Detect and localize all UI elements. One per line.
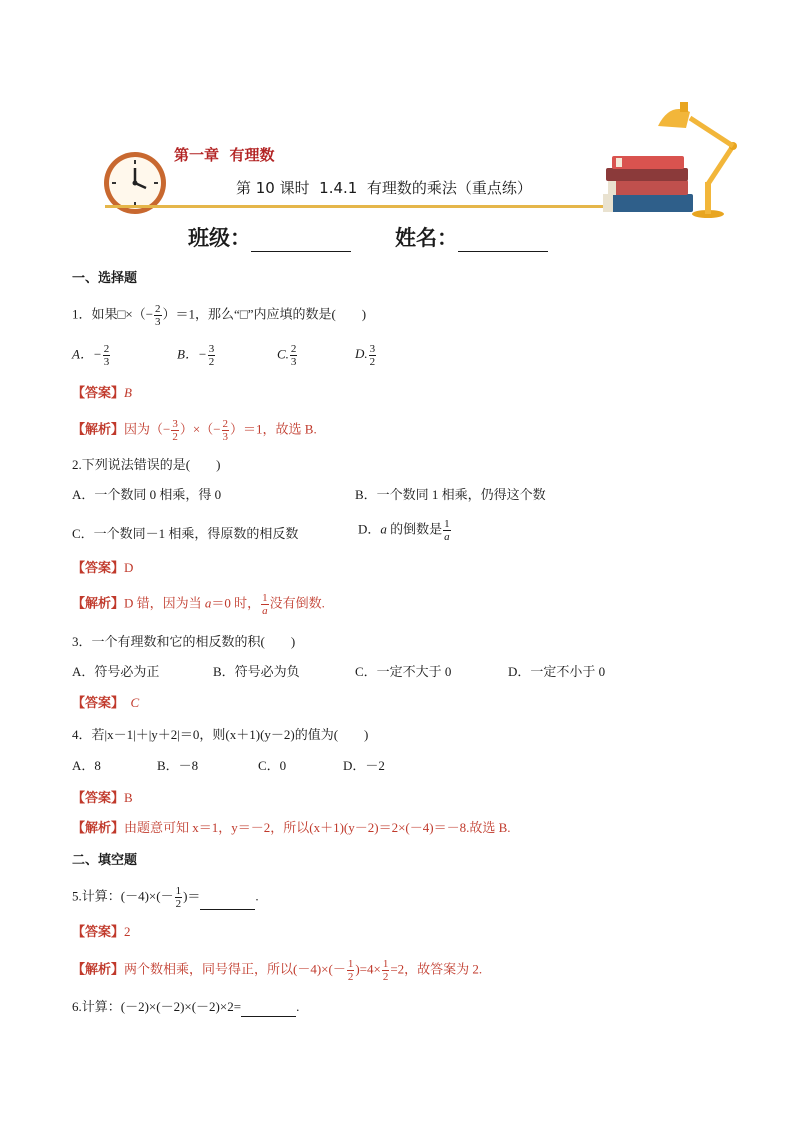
q4-answer: 【答案】B: [72, 790, 133, 805]
q1-stem: 1．如果□×（− $\frac{2}{3}$ ）＝1，那么“□”内应填的数是( ): [72, 303, 367, 328]
q1-options: [72, 343, 377, 368]
q2-option-b[interactable]: B．一个数同 1 相乘，仍得这个数: [355, 487, 546, 502]
q3-option-a[interactable]: A．符号必为正: [72, 664, 160, 679]
q3-option-c[interactable]: C．一定不大于 0: [355, 664, 452, 679]
q2-stem: 2.下列说法错误的是( ): [72, 457, 221, 472]
q4-stem: 4．若|x－1|＋|y＋2|＝0，则(x＋1)(y－2)的值为( ): [72, 727, 369, 742]
header-divider: [105, 205, 610, 208]
q4-option-c[interactable]: C．0: [258, 758, 287, 773]
q1-option-d[interactable]: D. $\frac{3}{2}$: [355, 343, 376, 368]
q1-answer: 【答案】B: [72, 385, 132, 400]
books-lamp-illustration: [598, 98, 743, 220]
q4-option-d[interactable]: D．－2: [343, 758, 385, 773]
name-field: [395, 222, 548, 252]
q1-option-c[interactable]: C. $\frac{2}{3}$: [277, 343, 297, 368]
class-field: [188, 222, 351, 252]
q1-option-b[interactable]: B．− $\frac{3}{2}$: [177, 343, 215, 368]
q3-stem: 3．一个有理数和它的相反数的积( ): [72, 634, 296, 649]
q4-option-a[interactable]: A．8: [72, 758, 101, 773]
q1-option-a[interactable]: A．− $\frac{2}{3}$: [72, 343, 110, 368]
lesson-title: 第 10 课时 1.4.1 有理数的乘法（重点练）: [236, 179, 532, 197]
q5-stem: 5.计算：(－4)×(－ $\frac{1}{2}$ )＝ .: [72, 885, 259, 910]
name-input[interactable]: [458, 231, 548, 252]
q2-answer: 【答案】D: [72, 560, 134, 575]
q3-option-b[interactable]: B．符号必为负: [213, 664, 300, 679]
class-label: 班级：: [188, 226, 251, 250]
q3-answer: 【答案】 C: [72, 695, 140, 710]
q3-option-d[interactable]: D．一定不小于 0: [508, 664, 606, 679]
q4-analysis: 【解析】由题意可知 x＝1，y＝－2，所以(x＋1)(y－2)＝2×(－4)＝－8.故选 B.: [72, 820, 511, 835]
section-fill-heading: 二、填空题: [72, 852, 138, 867]
q5-answer: 【答案】2: [72, 924, 131, 939]
q2-option-a[interactable]: A．一个数同 0 相乘，得 0: [72, 487, 222, 502]
q6-stem: 6.计算：(－2)×(－2)×(－2)×2= .: [72, 997, 299, 1017]
q1-analysis: 【解析】因为（− $\frac{3}{2}$ ）×（− $\frac{2}{3}$ ）＝1，故选 B.: [72, 418, 317, 443]
q2-option-c[interactable]: C．一个数同－1 相乘，得原数的相反数: [72, 526, 299, 541]
section-choice-heading: 一、选择题: [72, 270, 138, 285]
q2-option-d[interactable]: D．a 的倒数是 $\frac{1}{a}$: [358, 518, 450, 543]
q4-option-b[interactable]: B．－8: [157, 758, 199, 773]
name-label: 姓名：: [395, 226, 458, 250]
q6-answer-blank[interactable]: [241, 1002, 296, 1017]
q2-analysis: 【解析】D 错，因为当 a＝0 时， $\frac{1}{a}$ 没有倒数.: [72, 592, 325, 617]
q5-answer-blank[interactable]: [200, 895, 255, 910]
chapter-title: 第一章 有理数: [174, 146, 275, 164]
q5-analysis: 【解析】两个数相乘，同号得正，所以(－4)×(－ $\frac{1}{2}$ )=4× $\frac{1}{2}$ =2，故答案为 2.: [72, 958, 483, 983]
class-input[interactable]: [251, 231, 351, 252]
